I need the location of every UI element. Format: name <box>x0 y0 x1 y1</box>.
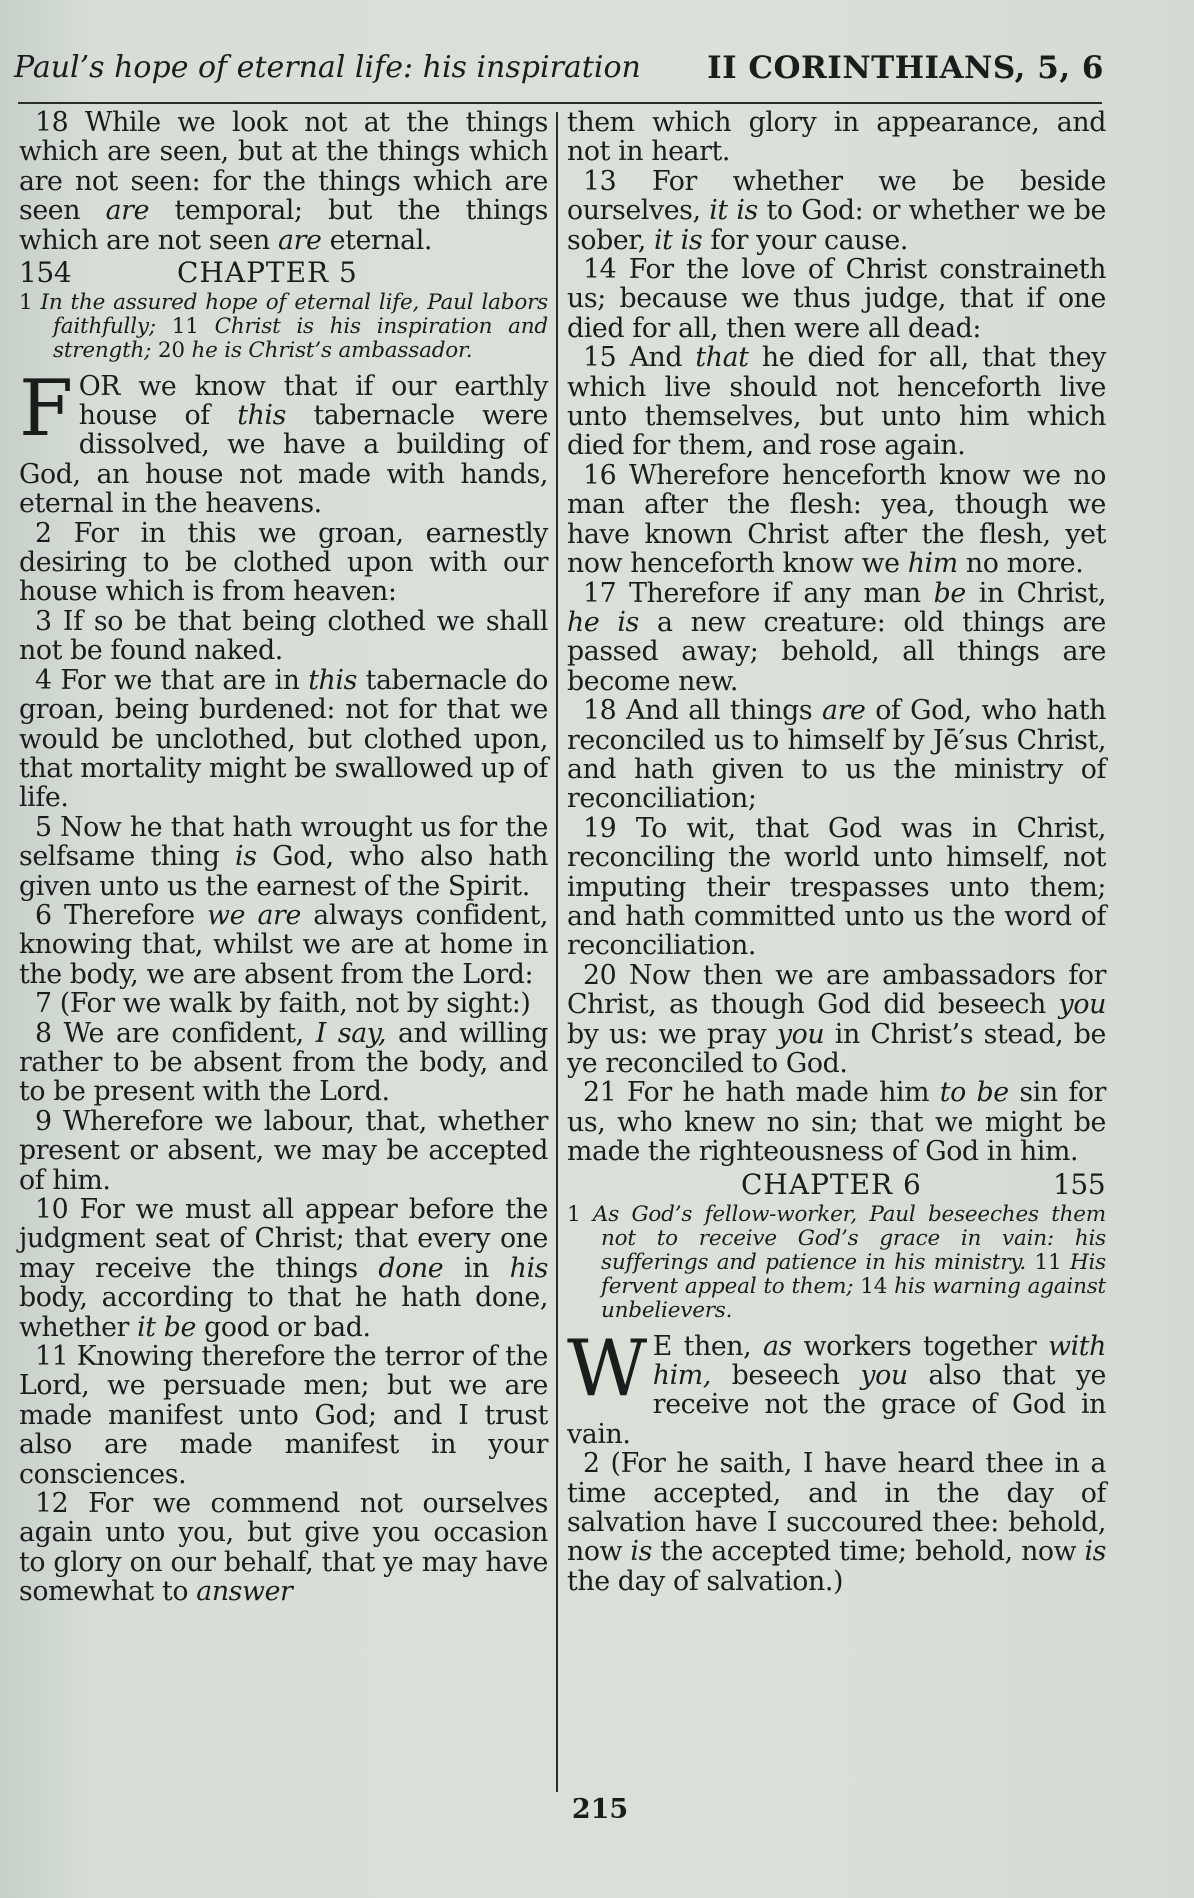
verse-5-7: 7 (For we walk by faith, not by sight:) <box>35 988 531 1020</box>
verse-6-2: 2 (For he saith, I have heard thee in a time accepted, and in the day of salvation have I succoured thee: behold, now is the accepted time; behold, now is the day of salvation.) <box>567 1448 1107 1597</box>
verse-6-1: W E then, as workers together with him, beseech you also that ye receive not the grace of God in vain. <box>567 1323 1107 1450</box>
verse-5-6: 6 Therefore we are always confident, knowing that, whilst we are at home in the body, we are absent from the Lord: <box>19 899 549 990</box>
verse-5-17: 17 Therefore if any man be in Christ, he is a new creature: old things are passed away; behold, all things are become new. <box>567 577 1106 697</box>
verse-5-2: 2 For in this we groan, earnestly desiring to be clothed upon with our house which is from heaven: <box>19 517 548 608</box>
running-head: Paul’s hope of eternal life: his inspiration <box>14 50 641 85</box>
chapter-5-title: CHAPTER 5 <box>177 256 358 290</box>
verse-5-18: 18 And all things are of God, who hath reconciled us to himself by Jē′sus Christ, and hath given to us the ministry of reconciliation; <box>567 695 1106 815</box>
verse-5-20: 20 Now then we are ambassadors for Christ, as though God did beseech you by us: we pray you in Christ’s stead, be ye reconciled to God. <box>567 959 1106 1079</box>
verse-5-4: 4 For we that are in this tabernacle do groan, being burdened: not for that we would be unclothed, but clothed upon, that mortality might be swallowed up of life. <box>19 664 549 814</box>
verse-4-18: 18 While we look not at the things which are seen, but at the things which are not seen: for the things which are seen are temporal; but the things which are not seen are eternal. <box>19 107 548 256</box>
verse-5-10: 10 For we must all appear before the judgment seat of Christ; that every one may receive the things done in his body, according to that he hath done, whether it be good or bad. <box>19 1194 549 1343</box>
chapter-5-summary: 1 In the assured hope of eternal life, Paul labors faithfully; 11 Christ is his inspiration and strength; 20 he is Christ’s ambassador. <box>19 290 548 364</box>
book-chapter-heading: II CORINTHIANS, 5, 6 <box>707 50 1104 86</box>
chapter-5-number: 154 <box>19 256 72 290</box>
verse-5-16: 16 Wherefore henceforth know we no man after the flesh: yea, though we have known Christ after the flesh, yet now henceforth know we him no more. <box>567 459 1106 580</box>
verse-5-12: 12 For we commend not ourselves again unto you, but give you occasion to glory on our behalf, that ye may have somewhat to answer <box>19 1488 548 1608</box>
chapter-5-heading <box>19 255 548 291</box>
page-header <box>14 50 1104 100</box>
page-number: 215 <box>571 1794 629 1825</box>
verse-5-1: FOR we know that if our earthly house of this tabernacle were dissolved, we have a building of God, an house not made with hands, eternal in the heavens. <box>19 363 549 520</box>
verse-5-11: 11 Knowing therefore the terror of the Lord, we persuade men; but we are made manifest unto God; and I trust also are made manifest in your consciences. <box>19 1341 548 1490</box>
verse-5-13: 13 For whether we be beside ourselves, it is to God: or whether we be sober, it is for your cause. <box>567 165 1106 256</box>
chapter-6-heading <box>567 1167 1106 1203</box>
dropcap-f: F <box>19 363 73 454</box>
verse-5-14: 14 For the love of Christ constraineth us; because we thus judge, that if one died for all, then were all dead: <box>567 254 1106 344</box>
verse-5-3: 3 If so be that being clothed we shall not be found naked. <box>19 605 548 667</box>
verse-5-5: 5 Now he that hath wrought us for the selfsame thing is God, who also hath given unto us the earnest of the Spirit. <box>19 811 549 902</box>
chapter-6-summary: 1 As God’s fellow-worker, Paul beseeches them not to receive God’s grace in vain: his sufferings and patience in his ministry. 11 His fervent appeal to them; 14 his warning against unbelievers. <box>567 1201 1106 1324</box>
verse-5-21: 21 For he hath made him to be sin for us, who knew no sin; that we might be made the righteousness of God in him. <box>567 1077 1106 1168</box>
column-rule <box>556 112 558 1792</box>
header-rule <box>18 102 1102 104</box>
left-column <box>19 108 548 1607</box>
verse-5-15: 15 And that he died for all, that they which live should not henceforth live unto themselves, but unto him which died for them, and rose again. <box>567 342 1106 462</box>
verse-5-9: 9 Wherefore we labour, that, whether present or absent, we may be accepted of him. <box>19 1105 548 1196</box>
verse-5-8: 8 We are confident, I say, and willing rather to be absent from the body, and to be present with the Lord. <box>19 1017 549 1108</box>
verse-5-12-continued: them which glory in appearance, and not in heart. <box>567 107 1106 168</box>
right-column <box>567 108 1106 1596</box>
dropcap-w: W <box>567 1323 647 1414</box>
chapter-6-number: 155 <box>1053 1167 1106 1201</box>
verse-5-19: 19 To wit, that God was in Christ, reconciling the world unto himself, not imputing their trespasses unto them; and hath committed unto us the word of reconciliation. <box>567 812 1106 962</box>
chapter-6-title: CHAPTER 6 <box>741 1167 922 1201</box>
